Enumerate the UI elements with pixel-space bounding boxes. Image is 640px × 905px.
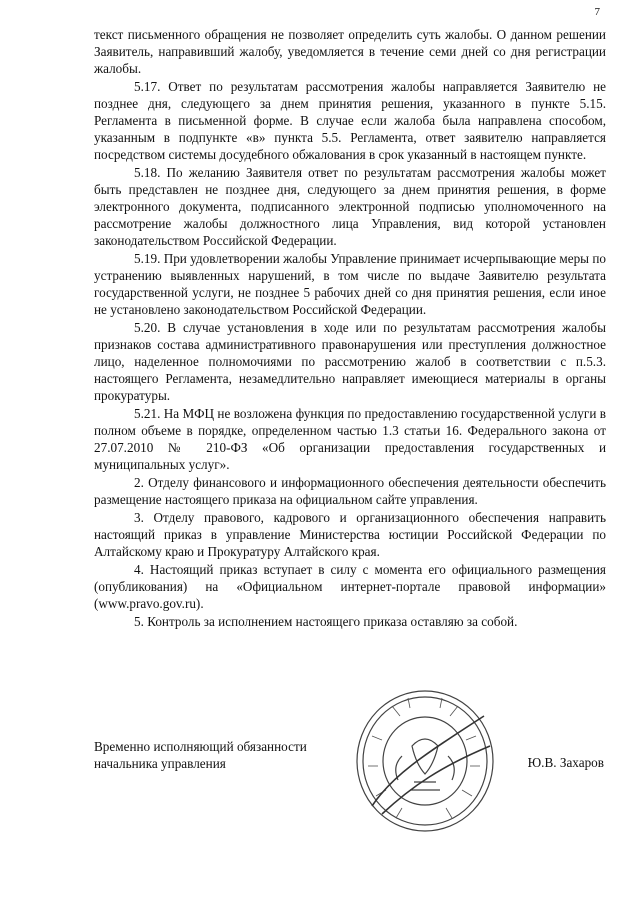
paragraph-5-20: 5.20. В случае установления в ходе или по результатам рассмотрения жалобы признаков состава административного правонарушения или преступления должностное лицо, наделенное полномочиями по рассмотрению жалоб в соответствии с п.5.3. настоящего Регламента, незамедлительно направляет имеющиеся материалы в органы прокуратуры. xyxy=(94,320,606,403)
signatory-position-line1: Временно исполняющий обязанности xyxy=(94,739,307,754)
paragraph-5-18: 5.18. По желанию Заявителя ответ по результатам рассмотрения жалобы может быть представлен не позднее дня, следующего за днем принятия решения, в форме электронного документа, подписанного электронной подписью уполномоченного на рассмотрение жалобы должностного лица Управления, вид которой установлен законодательством Российской Федерации. xyxy=(94,165,606,248)
signatory-position xyxy=(94,738,307,772)
order-item-2: 2. Отделу финансового и информационного обеспечения деятельности обеспечить размещение настоящего приказа на официальном сайте управления. xyxy=(94,475,606,507)
order-item-3: 3. Отделу правового, кадрового и организационного обеспечения направить настоящий приказ в управление Министерства юстиции Российской Федерации по Алтайскому краю и Прокуратуру Алтайского края. xyxy=(94,510,606,559)
paragraph-continuation: текст письменного обращения не позволяет определить суть жалобы. О данном решении Заявитель, направивший жалобу, уведомляется в течение семи дней со дня регистрации жалобы. xyxy=(94,27,606,76)
page-number: 7 xyxy=(594,6,600,18)
paragraph-5-19: 5.19. При удовлетворении жалобы Управление принимает исчерпывающие меры по устранению выявленных нарушений, в том числе по выдаче Заявителю результата государственной услуги, не позднее 5 рабочих дней со дня принятия решения, если иное не установлено законодательством Российской Федерации. xyxy=(94,251,606,317)
order-item-4: 4. Настоящий приказ вступает в силу с момента его официального размещения (опубликования) на «Официальном интернет-портале правовой информации» (www.pravo.gov.ru). xyxy=(94,562,606,611)
document-body xyxy=(94,26,606,631)
official-seal-stamp xyxy=(352,686,498,836)
signatory-position-line2: начальника управления xyxy=(94,756,226,771)
paragraph-5-17: 5.17. Ответ по результатам рассмотрения жалобы направляется Заявителю не позднее дня, следующего за днем принятия решения, указанного в пункте 5.15. Регламента в письменной форме. В случае если жалоба была направлена способом, указанным в подпункте «в» пункта 5.5. Регламента, ответ заявителю направляется посредством системы досудебного обжалования в срок указанный в настоящем пункте. xyxy=(94,79,606,162)
paragraph-5-21: 5.21. На МФЦ не возложена функция по предоставлению государственной услуги в полном объеме в порядке, определенном частью 1.3 статьи 16. Федерального закона от 27.07.2010 № 210-ФЗ «Об организации предоставления государственных и муниципальных услуг». xyxy=(94,406,606,472)
order-item-5: 5. Контроль за исполнением настоящего приказа оставляю за собой. xyxy=(134,614,518,629)
signatory-name: Ю.В. Захаров xyxy=(527,755,604,770)
